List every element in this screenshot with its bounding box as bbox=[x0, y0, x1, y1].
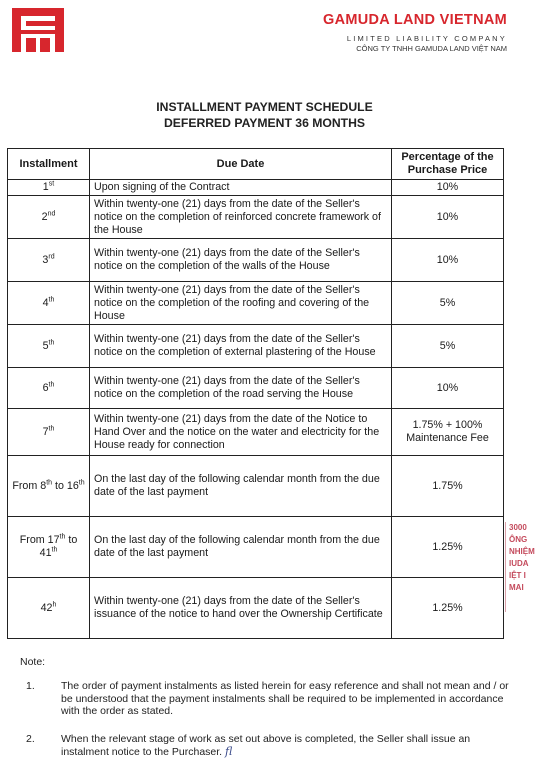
handwritten-initial: fl bbox=[225, 744, 233, 758]
stamp-line: IUDA bbox=[509, 559, 529, 568]
table-row bbox=[8, 368, 504, 409]
stamp-line: 3000 bbox=[509, 523, 527, 532]
header-percentage: Percentage of the Purchase Price bbox=[392, 149, 504, 180]
table-row bbox=[8, 239, 504, 282]
due-date-cell: Upon signing of the Contract bbox=[90, 180, 392, 196]
note-text: When the relevant stage of work as set out above is completed, the Seller shall issue an instalment notice to the Purchaser. fl bbox=[61, 733, 471, 758]
due-date-cell: Within twenty-one (21) days from the date of the Seller's notice on the completion of the roofing and covering of the House bbox=[90, 282, 392, 325]
installment-cell: 3rd bbox=[8, 239, 90, 282]
installment-cell: 6th bbox=[8, 368, 90, 409]
percentage-cell: 10% bbox=[392, 239, 504, 282]
note-label: Note: bbox=[20, 656, 46, 668]
note-number: 2. bbox=[26, 733, 35, 745]
stamp-line: IỆT I bbox=[509, 571, 526, 580]
stamp-line: ÔNG bbox=[509, 535, 528, 544]
table-header-row bbox=[8, 149, 504, 180]
table-row bbox=[8, 578, 504, 639]
percentage-cell: 5% bbox=[392, 282, 504, 325]
installment-cell: From 17th to 41th bbox=[8, 517, 90, 578]
percentage-cell: 1.75% + 100% Maintenance Fee bbox=[392, 409, 504, 456]
due-date-cell: Within twenty-one (21) days from the date of the Seller's notice on the completion of the road serving the House bbox=[90, 368, 392, 409]
table-row bbox=[8, 282, 504, 325]
table-row bbox=[8, 196, 504, 239]
installment-cell: 2nd bbox=[8, 196, 90, 239]
due-date-cell: On the last day of the following calendar month from the due date of the last payment bbox=[90, 456, 392, 517]
note-number: 1. bbox=[26, 680, 35, 692]
installment-cell: 1st bbox=[8, 180, 90, 196]
gamuda-logo-icon bbox=[12, 8, 64, 52]
percentage-cell: 10% bbox=[392, 180, 504, 196]
due-date-cell: Within twenty-one (21) days from the date of the Seller's notice on the completion of external plastering of the House bbox=[90, 325, 392, 368]
installment-cell: 7th bbox=[8, 409, 90, 456]
company-name-vietnamese: CÔNG TY TNHH GAMUDA LAND VIỆT NAM bbox=[356, 44, 507, 53]
document-subtitle: DEFERRED PAYMENT 36 MONTHS bbox=[163, 116, 366, 130]
company-header bbox=[323, 12, 507, 53]
percentage-cell: 5% bbox=[392, 325, 504, 368]
due-date-cell: Within twenty-one (21) days from the date of the Seller's notice on the completion of reinforced concrete framework of the House bbox=[90, 196, 392, 239]
table-row bbox=[8, 325, 504, 368]
percentage-cell: 1.75% bbox=[392, 456, 504, 517]
table-row bbox=[8, 456, 504, 517]
header-due-date: Due Date bbox=[90, 149, 392, 180]
table-row bbox=[8, 409, 504, 456]
company-type: LIMITED LIABILITY COMPANY bbox=[346, 34, 507, 43]
percentage-cell: 1.25% bbox=[392, 517, 504, 578]
installment-cell: 42$^h$ bbox=[8, 578, 90, 639]
stamp-line: NHIỆM bbox=[509, 547, 535, 556]
due-date-cell: On the last day of the following calendar month from the due date of the last payment bbox=[90, 517, 392, 578]
company-stamp bbox=[505, 522, 536, 612]
installment-cell: From 8th to 16th bbox=[8, 456, 90, 517]
percentage-cell: 10% bbox=[392, 368, 504, 409]
note-text: The order of payment instalments as listed herein for easy reference and shall not mean and / or be understood that the payment instalments shall be required to be implemented in accordance with the order as stated. bbox=[61, 680, 509, 717]
installment-cell: 5th bbox=[8, 325, 90, 368]
due-date-cell: Within twenty-one (21) days from the date of the Notice to Hand Over and the notice on the water and electricity for the House ready for connection bbox=[90, 409, 392, 456]
due-date-cell: Within twenty-one (21) days from the date of the Seller's issuance of the notice to hand over the Ownership Certificate bbox=[90, 578, 392, 639]
installment-cell: 4th bbox=[8, 282, 90, 325]
percentage-cell: 1.25% bbox=[392, 578, 504, 639]
stamp-line: MAI bbox=[509, 583, 524, 592]
table-row bbox=[8, 517, 504, 578]
due-date-cell: Within twenty-one (21) days from the date of the Seller's notice on the completion of the walls of the House bbox=[90, 239, 392, 282]
header-installment: Installment bbox=[8, 149, 90, 180]
percentage-cell: 10% bbox=[392, 196, 504, 239]
company-name: GAMUDA LAND VIETNAM bbox=[323, 12, 507, 28]
payment-schedule-table bbox=[7, 148, 504, 639]
document-title: INSTALLMENT PAYMENT SCHEDULE bbox=[156, 100, 373, 114]
table-row bbox=[8, 180, 504, 196]
